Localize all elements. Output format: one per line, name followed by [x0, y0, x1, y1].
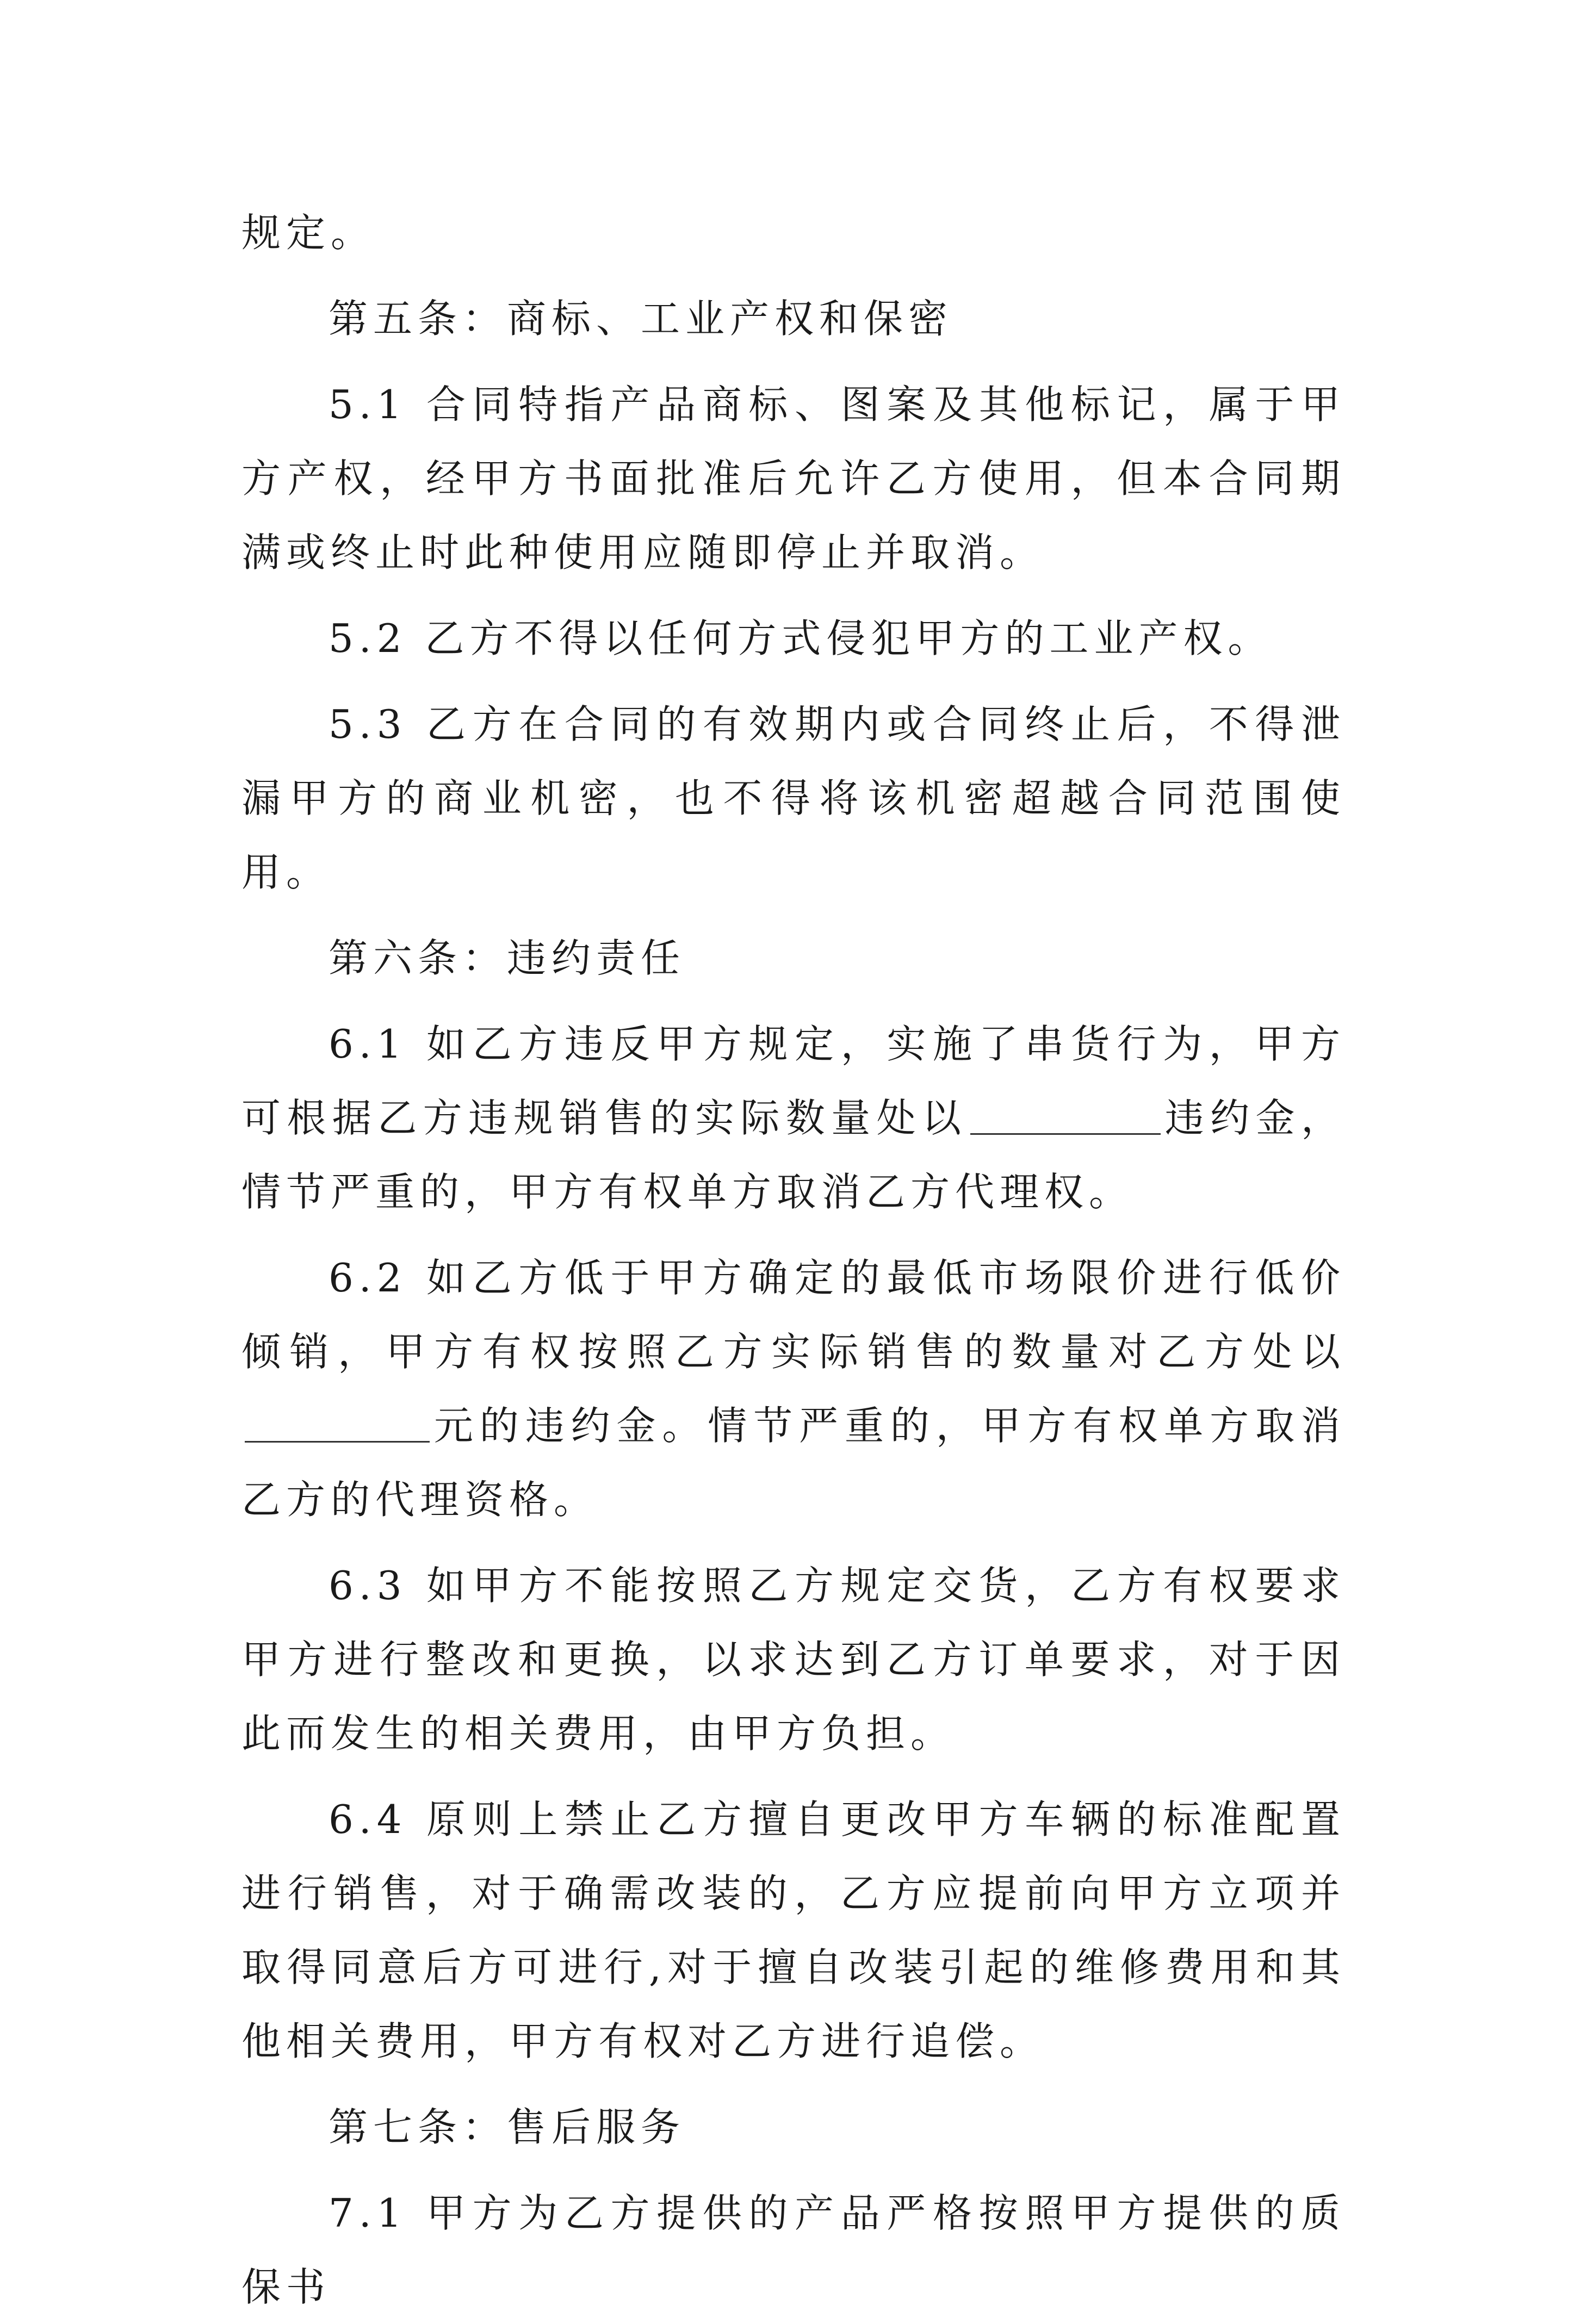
clause-6-1-after: 违约金，情节严重的，甲方有权单方取消乙方代理权。: [241, 1095, 1346, 1215]
clause-6-1-before: 6.1 如乙方违反甲方规定，实施了串货行为，甲方可根据乙方违规销售的实际数量处以: [241, 1021, 1346, 1141]
clause-5-3: 5.3 乙方在合同的有效期内或合同终止后，不得泄漏甲方的商业机密，也不得将该机密超越合同范围使用。: [241, 701, 1346, 895]
clause-6-2-after: 元的违约金。情节严重的，甲方有权单方取消乙方的代理资格。: [241, 1403, 1346, 1523]
fill-in-blank: [245, 1397, 430, 1443]
clause-5-2: 5.2 乙方不得以任何方式侵犯甲方的工业产权。: [329, 616, 1273, 661]
clause-5-1: 5.1 合同特指产品商标、图案及其他标记，属于甲方产权，经甲方书面批准后允许乙方使用，但本合同期满或终止时此种使用应随即停止并取消。: [241, 382, 1346, 575]
clause-6-2: [241, 1241, 1346, 1537]
clause-6-3: 6.3 如甲方不能按照乙方规定交货，乙方有权要求甲方进行整改和更换，以求达到乙方订单要求，对于因此而发生的相关费用，由甲方负担。: [241, 1563, 1346, 1756]
clause-7-1: 7.1 甲方为乙方提供的产品严格按照甲方提供的质保书: [241, 2190, 1346, 2310]
continuation-paragraph: 规定。: [241, 210, 376, 256]
clause-6-1: [241, 1007, 1346, 1229]
fill-in-blank: [970, 1090, 1161, 1135]
article-5-heading: 第五条：商标、工业产权和保密: [329, 296, 953, 341]
clause-6-2-before: 6.2 如乙方低于甲方确定的最低市场限价进行低价倾销，甲方有权按照乙方实际销售的数量对乙方处以: [241, 1255, 1346, 1375]
article-7-heading: 第七条：售后服务: [329, 2104, 686, 2150]
clause-6-4: 6.4 原则上禁止乙方擅自更改甲方车辆的标准配置进行销售，对于确需改装的，乙方应提前向甲方立项并取得同意后方可进行,对于擅自改装引起的维修费用和其他相关费用，甲方有权对乙方进行追偿。: [241, 1797, 1346, 2064]
article-6-heading: 第六条：违约责任: [329, 935, 686, 981]
document-body: [241, 196, 1346, 2324]
